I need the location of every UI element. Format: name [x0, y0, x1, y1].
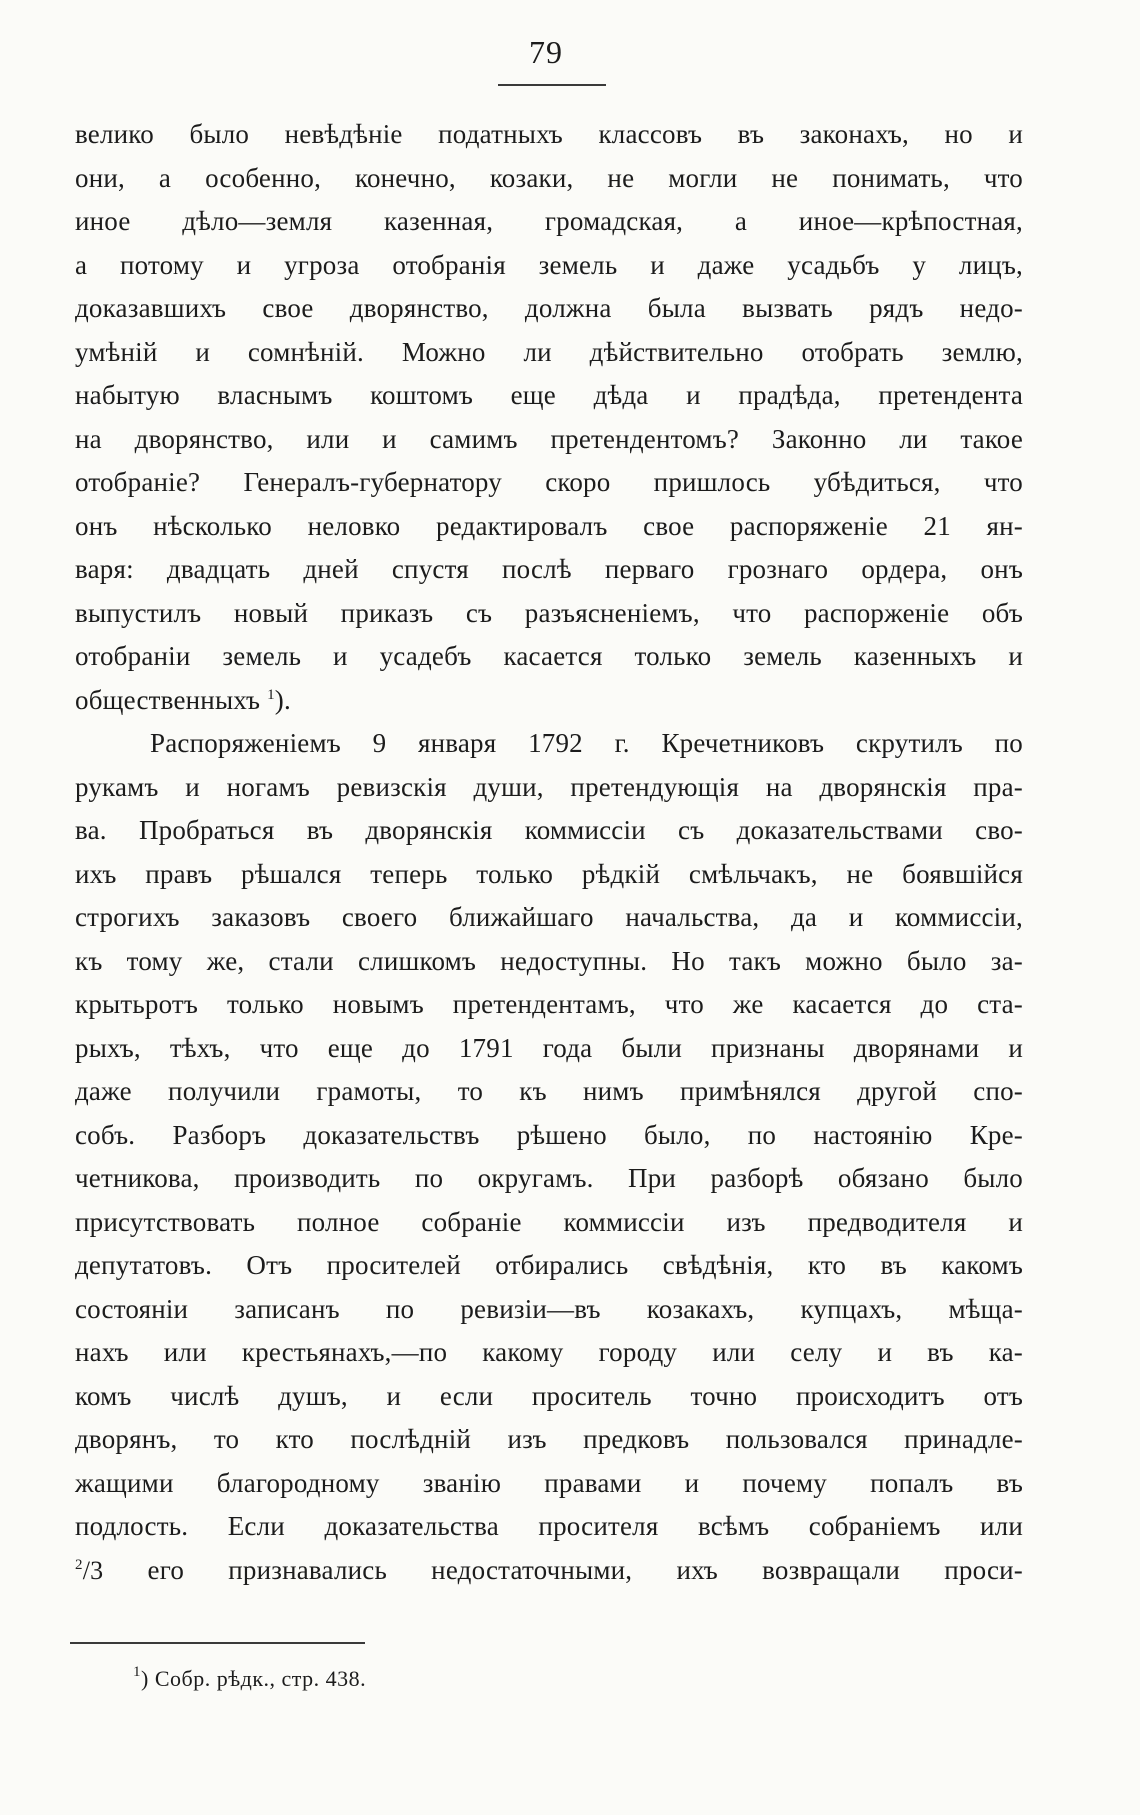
footnote [133, 1666, 366, 1692]
text-line: къ тому же, стали слишкомъ недоступны. Но такъ можно было за- [75, 945, 1023, 976]
footnote-text: ) Собр. рѣдк., стр. 438. [141, 1666, 367, 1691]
text-line: а потому и угроза отобранія земель и даже усадьбъ у лицъ, [75, 249, 1023, 280]
text-line: на дворянство, или и самимъ претендентомъ? Законно ли такое [75, 423, 1023, 454]
text-line: умѣній и сомнѣній. Можно ли дѣйствительно отобрать землю, [75, 336, 1023, 367]
text-fragment: ). [274, 684, 291, 715]
text-line: рыхъ, тѣхъ, что еще до 1791 года были признаны дворянами и [75, 1032, 1023, 1063]
text-line: присутствовать полное собраніе коммиссіи изъ предводителя и [75, 1206, 1023, 1237]
text-line: ва. Пробраться въ дворянскія коммиссіи съ доказательствами сво- [75, 815, 1023, 845]
text-line: комъ числѣ душъ, и если проситель точно происходитъ отъ [75, 1380, 1023, 1411]
footnote-ref: 1 [267, 686, 275, 703]
text-line: варя: двадцать дней спустя послѣ перваго грознаго ордера, онъ [75, 554, 1023, 584]
text-line: подлость. Если доказательства просителя всѣмъ собраніемъ или [75, 1511, 1023, 1541]
text-line: доказавшихъ свое дворянство, должна была вызвать рядъ недо- [75, 293, 1023, 323]
text-line: они, а особенно, конечно, козаки, не могли не понимать, что [75, 162, 1023, 193]
text-line: нахъ или крестьянахъ,—по какому городу или селу и въ ка- [75, 1337, 1023, 1367]
text-line: состояніи записанъ по ревизіи—въ козакахъ, купцахъ, мѣща- [75, 1293, 1023, 1324]
text-fragment: общественныхъ [75, 684, 261, 715]
text-fragment: его признавались недостаточными, ихъ возвращали проси- [147, 1554, 1023, 1585]
footnote-separator [70, 1642, 365, 1644]
page-number: 79 [529, 34, 563, 70]
fraction-numerator: 2 [75, 1556, 83, 1573]
fraction-denominator: 3 [90, 1555, 104, 1585]
text-line: ихъ правъ рѣшался теперь только рѣдкій смѣльчакъ, не боявшійся [75, 858, 1023, 889]
text-line: жащими благородному званію правами и почему попалъ въ [75, 1467, 1023, 1498]
text-line-with-footnote-ref [75, 679, 1023, 723]
text-line: отобраніе? Генералъ-губернатору скоро пришлось убѣдиться, что [75, 467, 1023, 497]
text-line: онъ нѣсколько неловко редактировалъ свое распоряженіе 21 ян- [75, 510, 1023, 541]
paragraph-start-line: Распоряженіемъ 9 января 1792 г. Кречетниковъ скрутилъ по [150, 728, 1023, 758]
fraction: $^2$/3 [75, 1555, 104, 1585]
text-line: крытьротъ только новымъ претендентамъ, что же касается до ста- [75, 989, 1023, 1019]
text-line: собъ. Разборъ доказательствъ рѣшено было, по настоянію Кре- [75, 1119, 1023, 1150]
text-line: даже получили грамоты, то къ нимъ примѣнялся другой спо- [75, 1076, 1023, 1106]
text-line: рукамъ и ногамъ ревизскія души, претендующія на дворянскія пра- [75, 771, 1023, 802]
text-line: четникова, производить по округамъ. При разборѣ обязано было [75, 1163, 1023, 1193]
text-line: строгихъ заказовъ своего ближайшаго начальства, да и коммиссіи, [75, 902, 1023, 932]
text-line: отобраніи земель и усадебъ касается только земель казенныхъ и [75, 641, 1023, 671]
text-line: дворянъ, то кто послѣдній изъ предковъ пользовался принадле- [75, 1424, 1023, 1454]
text-line: выпустилъ новый приказъ съ разъясненіемъ, что распорженіе объ [75, 597, 1023, 628]
page-number-underline [498, 84, 606, 86]
footnote-marker: 1 [133, 1664, 141, 1680]
text-line: иное дѣло—земля казенная, громадская, а иное—крѣпостная, [75, 206, 1023, 236]
body-text [75, 113, 1023, 1592]
text-line: набытую власнымъ коштомъ еще дѣда и прадѣда, претендента [75, 380, 1023, 410]
text-line: велико было невѣдѣніе податныхъ классовъ въ законахъ, но и [75, 119, 1023, 149]
text-line: депутатовъ. Отъ просителей отбирались свѣдѣнія, кто въ какомъ [75, 1250, 1023, 1280]
text-line-with-fraction [75, 1549, 1023, 1593]
